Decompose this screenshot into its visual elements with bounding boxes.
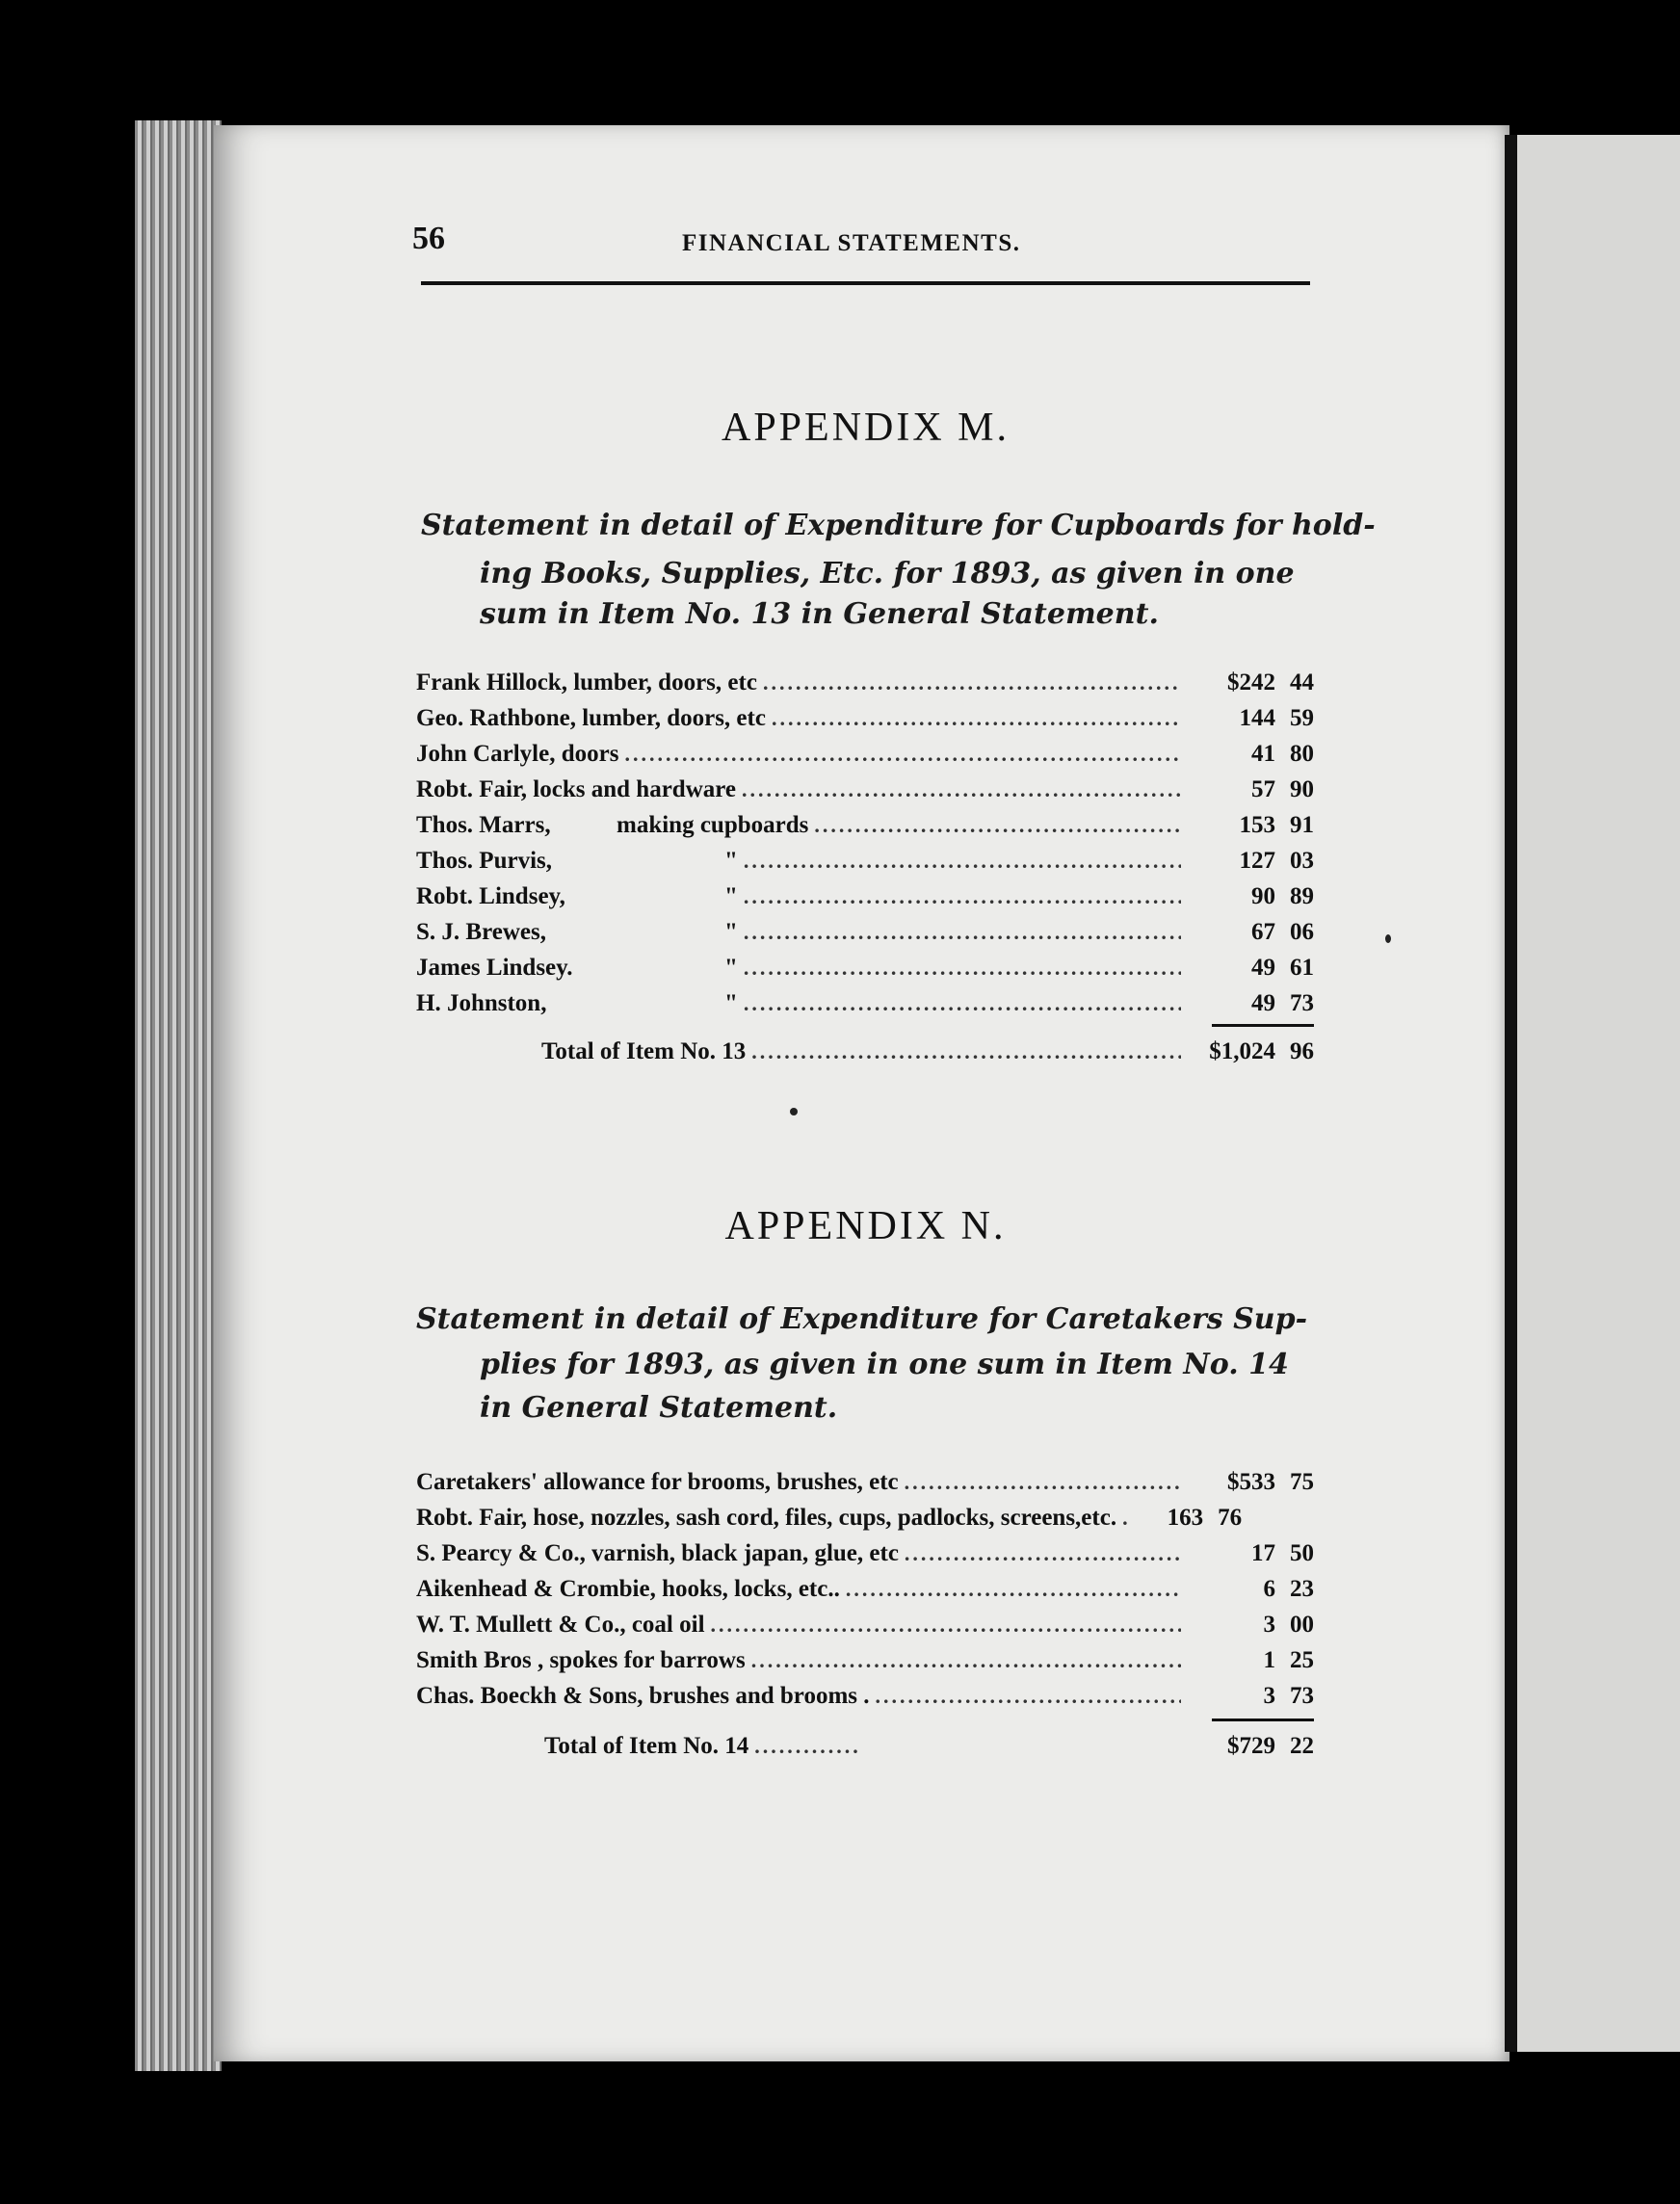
- leader-dots: [1122, 1506, 1130, 1531]
- table-row: [416, 883, 1314, 918]
- table-row: [416, 741, 1314, 775]
- row-dollars: $533: [1227, 1469, 1275, 1495]
- facing-page: [1517, 135, 1680, 2052]
- row-dollars: 144: [1239, 705, 1275, 731]
- leader-dots: [711, 1613, 1181, 1638]
- total-cents: 22: [1290, 1733, 1314, 1759]
- leader-dots: [905, 1470, 1181, 1495]
- table-row: [416, 776, 1314, 811]
- row-dollars: 127: [1239, 848, 1275, 874]
- row-note: ": [724, 848, 738, 874]
- total-dollars: $1,024: [1209, 1038, 1275, 1064]
- table-row: [416, 1647, 1314, 1682]
- leader-dots: [744, 920, 1181, 945]
- table-row: [416, 705, 1314, 740]
- leader-dots: [624, 742, 1181, 767]
- leader-dots: [905, 1541, 1181, 1566]
- table-row: [416, 1540, 1314, 1575]
- table-row: [416, 1469, 1314, 1504]
- book-page-edges: [135, 120, 222, 2071]
- row-description: Smith Bros , spokes for barrows: [416, 1647, 746, 1673]
- row-description: Robt. Fair, hose, nozzles, sash cord, files, cups, padlocks, screens,etc.: [416, 1505, 1117, 1531]
- row-description: Chas. Boeckh & Sons, brushes and brooms .: [416, 1683, 870, 1709]
- row-cents: 59: [1290, 705, 1314, 731]
- row-note: ": [724, 990, 738, 1016]
- row-dollars: 49: [1251, 955, 1275, 981]
- leader-dots: [754, 1734, 860, 1759]
- row-cents: 61: [1290, 955, 1314, 981]
- appendix-n-statement-line: in General Statement.: [480, 1391, 838, 1425]
- table-row: [416, 1612, 1314, 1646]
- row-dollars: 41: [1251, 741, 1275, 767]
- total-row: [416, 1038, 1314, 1073]
- row-description: Caretakers' allowance for brooms, brushes, etc: [416, 1469, 899, 1495]
- row-description: Frank Hillock, lumber, doors, etc: [416, 669, 757, 695]
- row-dollars: $242: [1227, 669, 1275, 695]
- header-rule: [421, 281, 1310, 285]
- leader-dots: [744, 884, 1181, 909]
- row-dollars: 6: [1263, 1576, 1275, 1602]
- appendix-n-title: APPENDIX N.: [724, 1204, 1007, 1248]
- row-note: ": [724, 955, 738, 981]
- table-row: [416, 955, 1314, 989]
- appendix-n-statement-line: plies for 1893, as given in one sum in Item No. 14: [480, 1348, 1289, 1381]
- running-title: FINANCIAL STATEMENTS.: [682, 230, 1021, 256]
- row-cents: 75: [1290, 1469, 1314, 1495]
- row-description: Robt. Fair, locks and hardware: [416, 776, 736, 802]
- sum-rule: [1212, 1024, 1314, 1027]
- table-row: [416, 848, 1314, 882]
- row-description: Thos. Marrs,: [416, 812, 551, 838]
- sum-rule: [1212, 1719, 1314, 1721]
- row-dollars: 17: [1251, 1540, 1275, 1566]
- row-dollars: 163: [1167, 1505, 1204, 1531]
- row-description: Aikenhead & Crombie, hooks, locks, etc..: [416, 1576, 840, 1602]
- row-note: making cupboards: [617, 812, 809, 838]
- row-cents: 25: [1290, 1647, 1314, 1673]
- row-description: Robt. Lindsey,: [416, 883, 565, 909]
- row-cents: 91: [1290, 812, 1314, 838]
- leader-dots: [744, 956, 1181, 981]
- row-description: H. Johnston,: [416, 990, 547, 1016]
- appendix-m-statement-line: Statement in detail of Expenditure for Cupboards for hold-: [421, 509, 1376, 542]
- table-row: [416, 919, 1314, 954]
- row-note: ": [724, 919, 738, 945]
- row-description: James Lindsey.: [416, 955, 573, 981]
- leader-dots: [744, 991, 1181, 1016]
- row-dollars: 90: [1251, 883, 1275, 909]
- row-dollars: 153: [1239, 812, 1275, 838]
- leader-dots: [763, 670, 1181, 695]
- book-gutter: [1505, 135, 1518, 2052]
- row-note: ": [724, 883, 738, 909]
- leader-dots: [846, 1577, 1181, 1602]
- leader-dots: [876, 1684, 1182, 1709]
- row-cents: 44: [1290, 669, 1314, 695]
- row-cents: 03: [1290, 848, 1314, 874]
- leader-dots: [751, 1648, 1181, 1673]
- row-cents: 80: [1290, 741, 1314, 767]
- ink-speck: [790, 1108, 798, 1115]
- appendix-m-statement-line: sum in Item No. 13 in General Statement.: [480, 597, 1159, 631]
- row-description: W. T. Mullett & Co., coal oil: [416, 1612, 705, 1638]
- leader-dots: [744, 849, 1181, 874]
- total-cents: 96: [1290, 1038, 1314, 1064]
- row-dollars: 1: [1263, 1647, 1275, 1673]
- leader-dots: [814, 813, 1181, 838]
- total-label: Total of Item No. 14: [544, 1733, 749, 1759]
- row-cents: 06: [1290, 919, 1314, 945]
- row-cents: 73: [1290, 1683, 1314, 1709]
- table-row: [416, 1576, 1314, 1611]
- row-description: S. J. Brewes,: [416, 919, 546, 945]
- leader-dots: [751, 1039, 1181, 1064]
- row-description: John Carlyle, doors: [416, 741, 619, 767]
- row-description: S. Pearcy & Co., varnish, black japan, glue, etc: [416, 1540, 899, 1566]
- table-row: [416, 1683, 1314, 1718]
- row-dollars: 67: [1251, 919, 1275, 945]
- row-dollars: 57: [1251, 776, 1275, 802]
- table-row: [416, 990, 1314, 1025]
- total-label: Total of Item No. 13: [541, 1038, 747, 1064]
- table-row: [416, 669, 1314, 704]
- appendix-m-title: APPENDIX M.: [721, 406, 1011, 450]
- row-cents: 73: [1290, 990, 1314, 1016]
- row-description: Geo. Rathbone, lumber, doors, etc: [416, 705, 766, 731]
- leader-dots: [772, 706, 1181, 731]
- appendix-n-statement-line: Statement in detail of Expenditure for Caretakers Sup-: [416, 1302, 1308, 1336]
- page-number: 56: [412, 221, 445, 256]
- ink-speck: [1385, 934, 1391, 943]
- row-description: Thos. Purvis,: [416, 848, 553, 874]
- row-dollars: 49: [1251, 990, 1275, 1016]
- total-dollars: $729: [1227, 1733, 1275, 1759]
- row-dollars: 3: [1263, 1683, 1275, 1709]
- row-cents: 76: [1218, 1505, 1243, 1531]
- total-row: [416, 1733, 1314, 1768]
- row-dollars: 3: [1263, 1612, 1275, 1638]
- row-cents: 23: [1290, 1576, 1314, 1602]
- table-row: [416, 1505, 1314, 1539]
- row-cents: 90: [1290, 776, 1314, 802]
- row-cents: 00: [1290, 1612, 1314, 1638]
- appendix-m-statement-line: ing Books, Supplies, Etc. for 1893, as given in one: [480, 557, 1295, 590]
- row-cents: 50: [1290, 1540, 1314, 1566]
- table-row: [416, 812, 1314, 847]
- row-cents: 89: [1290, 883, 1314, 909]
- leader-dots: [742, 777, 1181, 802]
